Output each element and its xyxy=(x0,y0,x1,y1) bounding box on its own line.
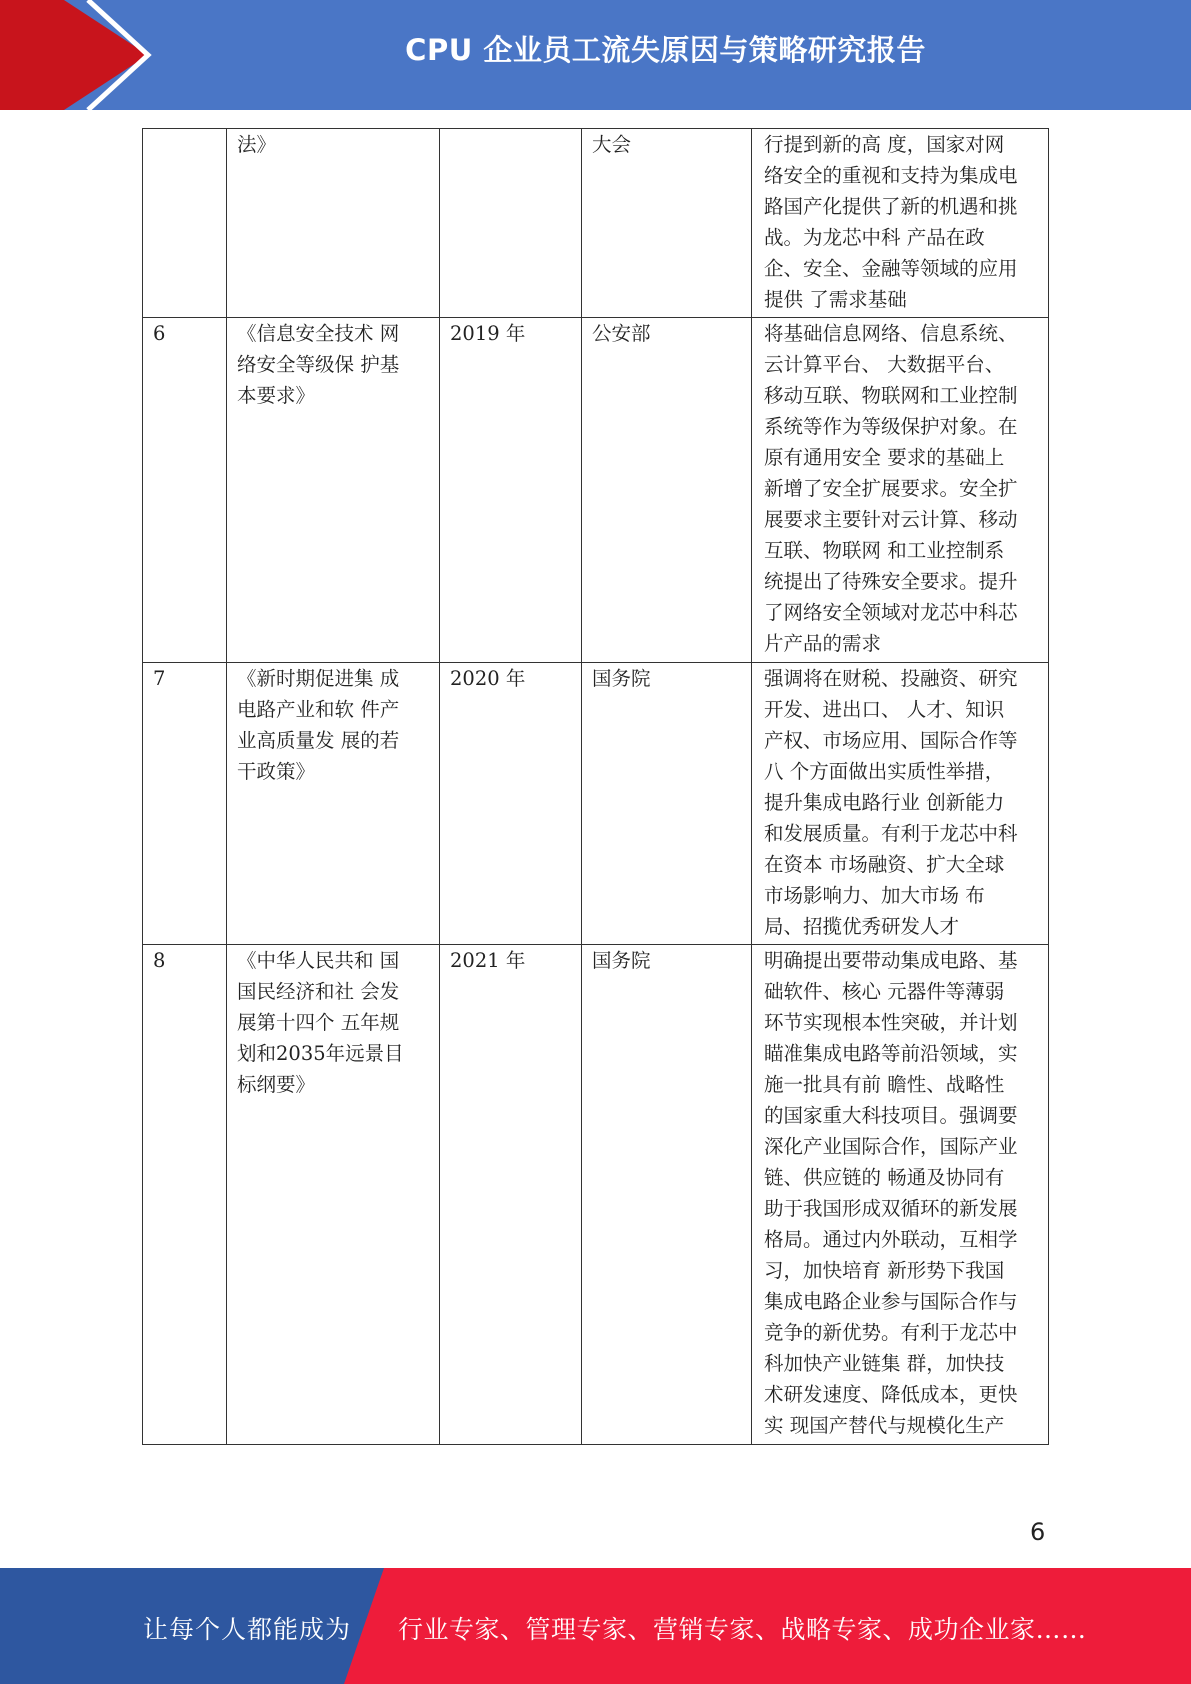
description-line: 习，加快培育 新形势下我国 xyxy=(764,1259,1005,1282)
policy-name-line: 展第十四个 五年规 xyxy=(237,1011,400,1034)
description-line: 云计算平台、 大数据平台、 xyxy=(764,353,1005,376)
cell-policy-name xyxy=(227,945,440,1445)
policy-table xyxy=(142,128,1049,1445)
description-line: 新增了安全扩展要求。安全扩 xyxy=(764,477,1018,500)
cell-number: 7 xyxy=(143,663,227,945)
description-line: 瞄准集成电路等前沿领域，实 xyxy=(764,1042,1018,1065)
cell-description xyxy=(752,663,1049,945)
description-line: 强调将在财税、投融资、研究 xyxy=(764,667,1018,690)
description-line: 实 现国产替代与规模化生产 xyxy=(764,1414,1005,1437)
cell-department: 国务院 xyxy=(582,663,752,945)
description-line: 互联、物联网 和工业控制系 xyxy=(764,539,1005,562)
footer-slogan-left: 让每个人都能成为 xyxy=(143,1615,352,1644)
description-line: 了网络安全领域对龙芯中科芯 xyxy=(764,601,1018,624)
cell-year xyxy=(440,129,582,318)
description-line: 路国产化提供了新的机遇和挑 xyxy=(764,195,1018,218)
description-line: 战。为龙芯中科 产品在政 xyxy=(764,226,985,249)
description-line: 助于我国形成双循环的新发展 xyxy=(764,1197,1018,1220)
cell-description xyxy=(752,318,1049,663)
policy-name-line: 络安全等级保 护基 xyxy=(237,353,400,376)
header-red-arrow xyxy=(0,0,148,110)
header-title: CPU 企业员工流失原因与策略研究报告 xyxy=(405,33,926,67)
page-footer xyxy=(0,1568,1191,1684)
description-line: 施一批具有前 瞻性、战略性 xyxy=(764,1073,1005,1096)
description-line: 础软件、核心 元器件等薄弱 xyxy=(764,980,1005,1003)
description-line: 产权、市场应用、国际合作等 xyxy=(764,729,1018,752)
policy-name-line: 国民经济和社 会发 xyxy=(237,980,400,1003)
description-line: 行提到新的高 度，国家对网 xyxy=(764,133,1005,156)
description-line: 格局。通过内外联动，互相学 xyxy=(764,1228,1018,1251)
cell-department: 国务院 xyxy=(582,945,752,1445)
description-line: 提升集成电路行业 创新能力 xyxy=(764,791,1005,814)
description-line: 展要求主要针对云计算、移动 xyxy=(764,508,1018,531)
description-line: 统提出了待殊安全要求。提升 xyxy=(764,570,1018,593)
description-line: 原有通用安全 要求的基础上 xyxy=(764,446,1005,469)
cell-number: 8 xyxy=(143,945,227,1445)
policy-name-line: 划和2035年远景目 xyxy=(237,1042,404,1065)
cell-policy-name xyxy=(227,129,440,318)
description-line: 环节实现根本性突破，并计划 xyxy=(764,1011,1018,1034)
policy-name-line: 《中华人民共和 国 xyxy=(237,949,400,972)
cell-number xyxy=(143,129,227,318)
footer-slogan-right: 行业专家、管理专家、营销专家、战略专家、成功企业家…… xyxy=(398,1615,1087,1644)
description-line: 和发展质量。有利于龙芯中科 xyxy=(764,822,1018,845)
description-line: 竞争的新优势。有利于龙芯中 xyxy=(764,1321,1018,1344)
description-line: 移动互联、物联网和工业控制 xyxy=(764,384,1018,407)
description-line: 八 个方面做出实质性举措， xyxy=(764,760,1005,783)
cell-description xyxy=(752,129,1049,318)
description-line: 局、招揽优秀研发人才 xyxy=(764,915,960,938)
cell-year: 2020 年 xyxy=(440,663,582,945)
policy-name-line: 电路产业和软 件产 xyxy=(237,698,400,721)
policy-name-line: 标纲要》 xyxy=(237,1073,316,1096)
description-line: 明确提出要带动集成电路、基 xyxy=(764,949,1018,972)
description-line: 提供 了需求基础 xyxy=(764,288,907,311)
table-row xyxy=(143,318,1049,663)
description-line: 集成电路企业参与国际合作与 xyxy=(764,1290,1018,1313)
cell-year: 2019 年 xyxy=(440,318,582,663)
policy-name-line: 《信息安全技术 网 xyxy=(237,322,400,345)
policy-name-line: 法》 xyxy=(237,133,277,156)
description-line: 术研发速度、降低成本，更快 xyxy=(764,1383,1018,1406)
description-line: 在资本 市场融资、扩大全球 xyxy=(764,853,1005,876)
cell-policy-name xyxy=(227,318,440,663)
cell-number: 6 xyxy=(143,318,227,663)
page-number: 6 xyxy=(1030,1518,1046,1546)
description-line: 深化产业国际合作，国际产业 xyxy=(764,1135,1018,1158)
policy-name-line: 本要求》 xyxy=(237,384,316,407)
description-line: 的国家重大科技项目。强调要 xyxy=(764,1104,1018,1127)
cell-description xyxy=(752,945,1049,1445)
page-header xyxy=(0,0,1191,110)
table-row xyxy=(143,129,1049,318)
table-row xyxy=(143,663,1049,945)
policy-name-line: 业高质量发 展的若 xyxy=(237,729,400,752)
description-line: 链、供应链的 畅通及协同有 xyxy=(764,1166,1005,1189)
description-line: 市场影响力、加大市场 布 xyxy=(764,884,985,907)
description-line: 科加快产业链集 群，加快技 xyxy=(764,1352,1005,1375)
cell-policy-name xyxy=(227,663,440,945)
cell-department: 公安部 xyxy=(582,318,752,663)
description-line: 将基础信息网络、信息系统、 xyxy=(764,322,1018,345)
policy-name-line: 《新时期促进集 成 xyxy=(237,667,400,690)
description-line: 片产品的需求 xyxy=(764,632,882,655)
description-line: 开发、进出口、 人才、知识 xyxy=(764,698,1005,721)
cell-department: 大会 xyxy=(582,129,752,318)
cell-year: 2021 年 xyxy=(440,945,582,1445)
description-line: 系统等作为等级保护对象。在 xyxy=(764,415,1018,438)
description-line: 络安全的重视和支持为集成电 xyxy=(764,164,1018,187)
policy-name-line: 干政策》 xyxy=(237,760,316,783)
table-row xyxy=(143,945,1049,1445)
description-line: 企、安全、金融等领域的应用 xyxy=(764,257,1018,280)
